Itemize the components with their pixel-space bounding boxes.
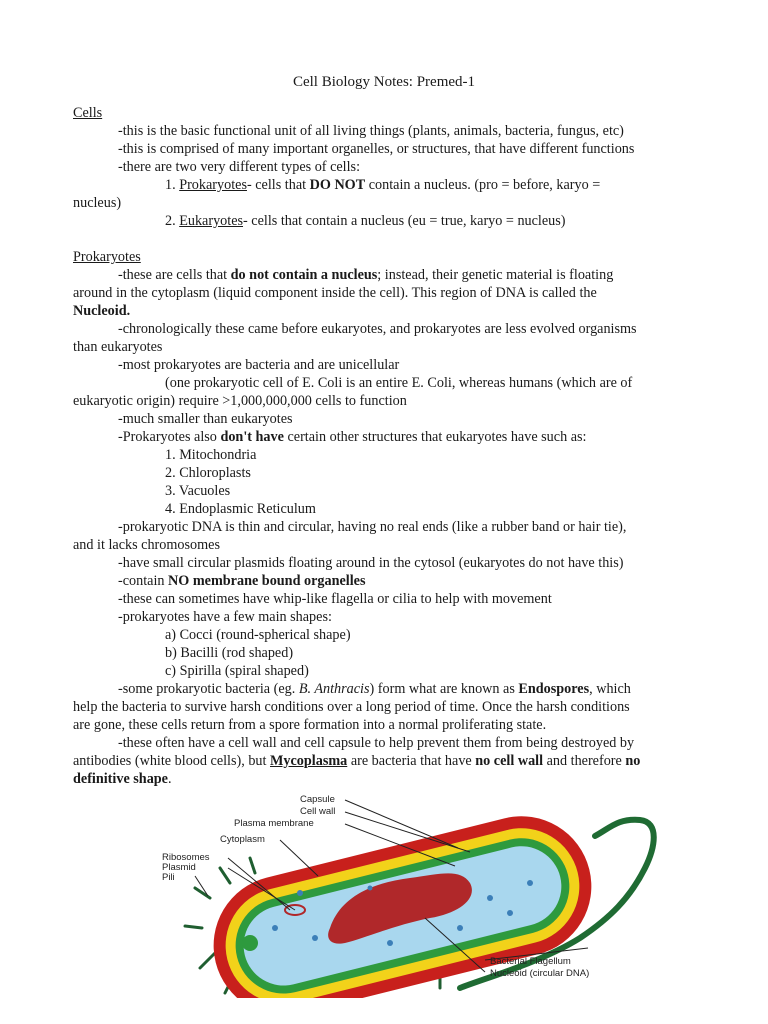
label-capsule: Capsule (300, 794, 335, 805)
text-run: -this is the basic functional unit of all living things (plants, animals, bacteria, fungus, etc) (118, 123, 624, 139)
text-run: 4. Endoplasmic Reticulum (165, 501, 316, 517)
text-line (73, 716, 546, 734)
text-run: -Prokaryotes also (118, 429, 221, 445)
label-cytoplasm: Cytoplasm (220, 834, 265, 845)
text-run: NO membrane bound organelles (168, 573, 366, 589)
text-run: ) form what are known as (369, 681, 519, 697)
label-plasmid: Plasmid (162, 862, 196, 873)
text-line (118, 410, 293, 428)
text-line (73, 194, 121, 212)
text-run: -much smaller than eukaryotes (118, 411, 293, 427)
page-title: Cell Biology Notes: Premed-1 (292, 74, 476, 90)
prokaryote-cell-diagram (140, 788, 660, 998)
text-line (165, 662, 309, 680)
text-run: -prokaryotes have a few main shapes: (118, 609, 332, 625)
text-line (165, 626, 351, 644)
text-run: B. Anthracis (298, 681, 370, 697)
text-line (118, 140, 634, 158)
text-run: - cells that (246, 177, 310, 193)
text-run: b) Bacilli (rod shaped) (165, 645, 294, 661)
text-line (165, 212, 566, 230)
text-run: Endospores (518, 681, 590, 697)
text-line (118, 734, 634, 752)
text-run: no cell wall (475, 753, 544, 769)
text-line (118, 158, 360, 176)
text-line (165, 374, 632, 392)
text-run: -contain (118, 573, 169, 589)
text-line (73, 770, 172, 788)
text-run: c) Spirilla (spiral shaped) (165, 663, 309, 679)
text-run: than eukaryotes (73, 339, 163, 355)
text-line (73, 536, 220, 554)
text-run: and it lacks chromosomes (73, 537, 220, 553)
text-line (118, 680, 631, 698)
text-line (73, 104, 102, 122)
text-line (165, 482, 230, 500)
text-run: -prokaryotic DNA is thin and circular, having no real ends (like a rubber band or hair tie), (118, 519, 627, 535)
text-line (118, 356, 399, 374)
label-cell-wall: Cell wall (300, 806, 336, 817)
text-run: Cells (73, 105, 103, 121)
text-line (165, 176, 600, 194)
label-ribosomes: Ribosomes (162, 852, 210, 863)
text-line (118, 554, 624, 572)
text-run: 2. (165, 213, 180, 229)
text-run: Nucleoid. (73, 303, 131, 319)
text-run: -have small circular plasmids floating around in the cytosol (eukaryotes do not have this) (118, 555, 624, 571)
text-run: DO NOT (309, 177, 366, 193)
text-line (118, 608, 332, 626)
text-run: . (167, 771, 172, 787)
text-line (118, 266, 613, 284)
text-run: and therefore (543, 753, 626, 769)
text-run: antibodies (white blood cells), but (73, 753, 271, 769)
text-run: (one prokaryotic cell of E. Coli is an entire E. Coli, whereas humans (which are of (165, 375, 633, 391)
text-line (165, 446, 256, 464)
text-run: contain a nucleus. (pro = before, karyo = (365, 177, 601, 193)
text-line (165, 644, 293, 662)
text-run: 2. Chloroplasts (165, 465, 251, 481)
text-run: don't have (220, 429, 284, 445)
text-run: a) Cocci (round-spherical shape) (165, 627, 351, 643)
text-run: , which (589, 681, 631, 697)
text-run: 1. Mitochondria (165, 447, 257, 463)
text-run: -most prokaryotes are bacteria and are unicellular (118, 357, 400, 373)
text-line (118, 122, 624, 140)
text-run: -these often have a cell wall and cell capsule to help prevent them from being destroyed by (118, 735, 635, 751)
text-run: -some prokaryotic bacteria (eg. (118, 681, 299, 697)
text-run: -this is comprised of many important organelles, or structures, that have different functions (118, 141, 635, 157)
text-run: eukaryotic origin) require >1,000,000,000 cells to function (73, 393, 407, 409)
text-run: Eukaryotes (179, 213, 244, 229)
text-run: are bacteria that have (347, 753, 476, 769)
text-run: Prokaryotes (73, 249, 141, 265)
text-line (118, 320, 637, 338)
text-line (165, 500, 316, 518)
text-run: certain other structures that eukaryotes have such as: (283, 429, 587, 445)
text-line (73, 392, 407, 410)
text-line (73, 338, 162, 356)
text-run: no (625, 753, 641, 769)
text-line (118, 428, 586, 446)
text-run: 1. (165, 177, 180, 193)
text-line (165, 464, 251, 482)
text-run: Prokaryotes (179, 177, 247, 193)
label-nucleoid: Nucleoid (circular DNA) (490, 968, 590, 979)
text-run: - cells that contain a nucleus (eu = true, karyo = nucleus) (243, 213, 566, 229)
text-run: are gone, these cells return from a spore formation into a normal proliferating state. (73, 717, 547, 733)
text-line (73, 698, 630, 716)
label-pili: Pili (162, 872, 175, 883)
text-run: -chronologically these came before eukaryotes, and prokaryotes are less evolved organisms (118, 321, 637, 337)
text-run: -these can sometimes have whip-like flagella or cilia to help with movement (118, 591, 552, 607)
text-run: -there are two very different types of cells: (118, 159, 361, 175)
text-line (73, 302, 130, 320)
text-line (118, 572, 365, 590)
text-run: 3. Vacuoles (165, 483, 231, 499)
text-run: ; instead, their genetic material is floating (377, 267, 614, 283)
inclusion-body (242, 935, 258, 951)
text-run: help the bacteria to survive harsh conditions over a long period of time. Once the harsh conditions (73, 699, 630, 715)
label-flagellum: Bacterial Flagellum (490, 956, 571, 967)
text-run: Mycoplasma (270, 753, 348, 769)
text-line (73, 752, 640, 770)
text-run: nucleus) (73, 195, 122, 211)
text-run: definitive shape (73, 771, 168, 787)
text-line (73, 284, 597, 302)
label-plasma-membrane: Plasma membrane (234, 818, 314, 829)
text-line (73, 248, 141, 266)
text-run: -these are cells that (118, 267, 231, 283)
text-run: around in the cytoplasm (liquid component inside the cell). This region of DNA is called the (73, 285, 597, 301)
text-line (118, 518, 626, 536)
text-run: do not contain a nucleus (230, 267, 378, 283)
text-line (118, 590, 552, 608)
